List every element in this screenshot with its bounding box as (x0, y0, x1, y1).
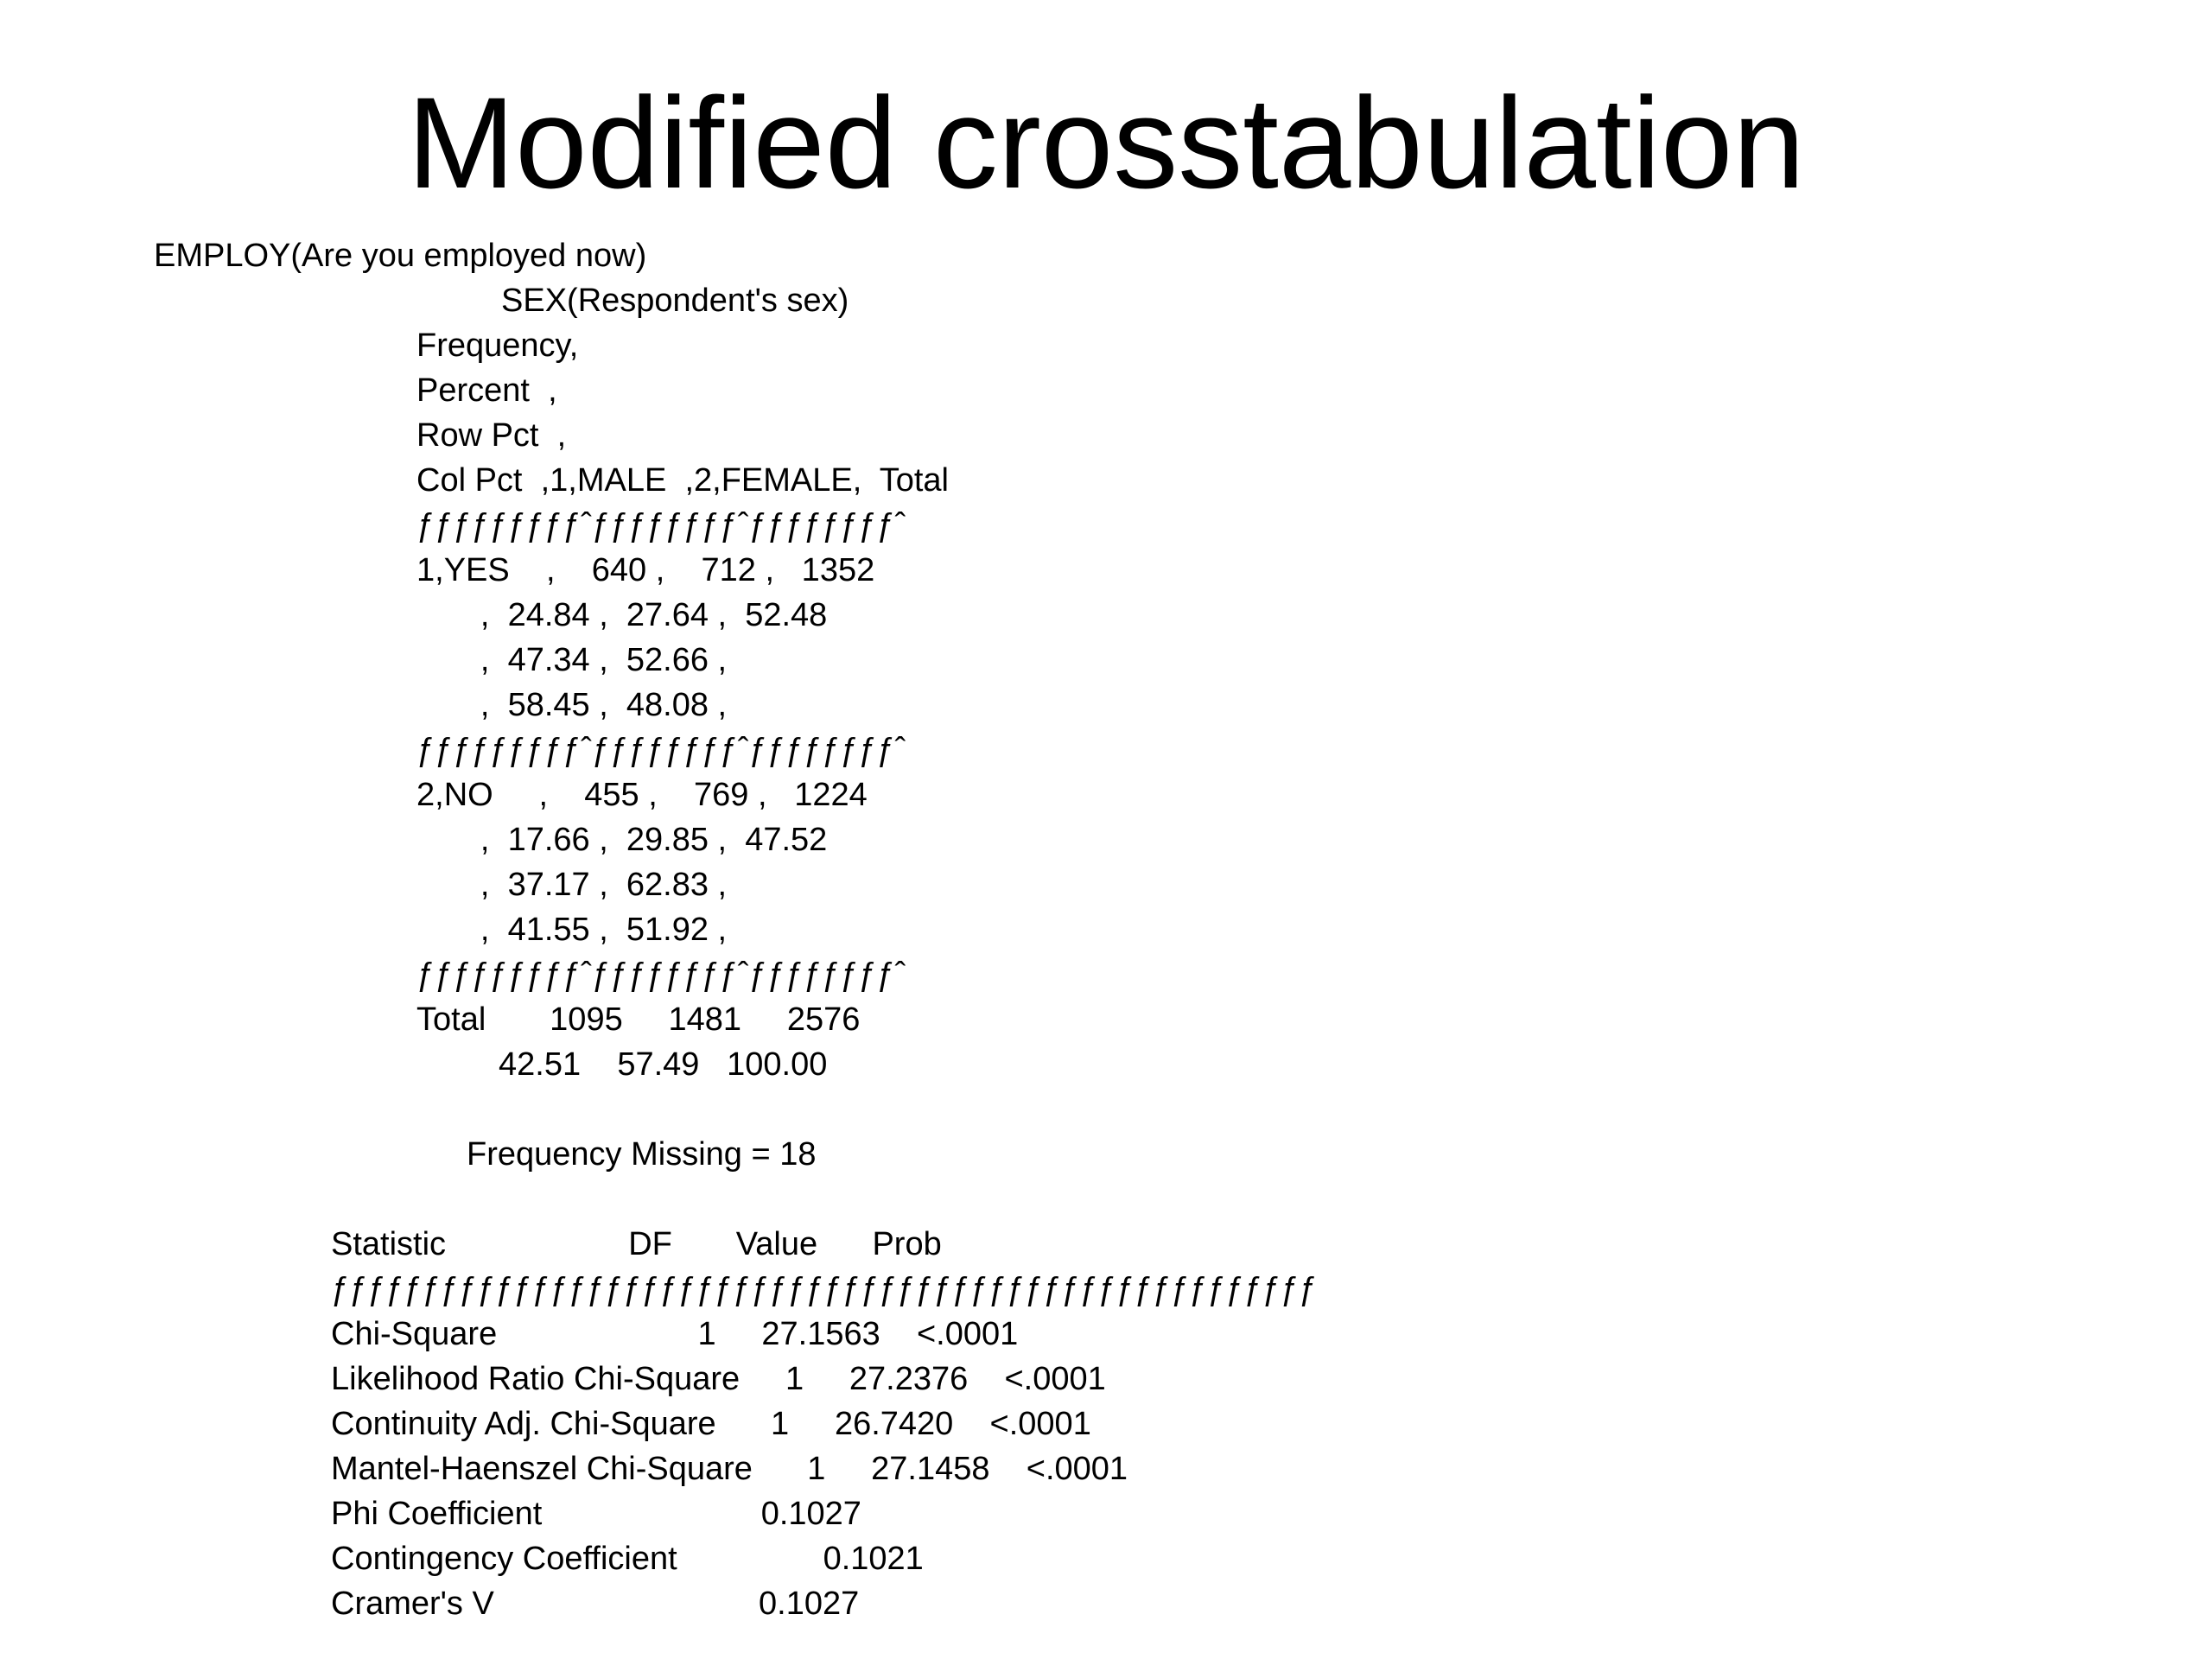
table-row: 1,YES , 640 , 712 , 1352 (416, 552, 875, 588)
table-total-row: 42.51 57.49 100.00 (416, 1046, 828, 1083)
statistics-separator: ƒƒƒƒƒƒƒƒƒƒƒƒƒƒƒƒƒƒƒƒƒƒƒƒƒƒƒƒƒƒƒƒƒƒƒƒƒƒƒƒƒƒƒƒƒƒƒƒƒƒƒƒƒƒ (331, 1271, 1318, 1307)
table-variable-label: EMPLOY(Are you employed now) (154, 238, 647, 274)
frequency-missing: Frequency Missing = 18 (467, 1136, 817, 1173)
table-total-row: Total 1095 1481 2576 (416, 1001, 861, 1038)
statistics-row: Likelihood Ratio Chi-Square 1 27.2376 <.0001 (331, 1361, 1106, 1397)
table-row: , 17.66 , 29.85 , 47.52 (416, 822, 828, 858)
table-row: , 47.34 , 52.66 , (416, 642, 728, 678)
statistics-row: Phi Coefficient 0.1027 (331, 1496, 861, 1532)
table-separator: ƒƒƒƒƒƒƒƒƒˆƒƒƒƒƒƒƒƒˆƒƒƒƒƒƒƒƒˆ (416, 507, 906, 543)
column-variable-label: SEX(Respondent's sex) (501, 283, 849, 319)
table-separator: ƒƒƒƒƒƒƒƒƒˆƒƒƒƒƒƒƒƒˆƒƒƒƒƒƒƒƒˆ (416, 732, 906, 768)
statistics-header: Statistic DF Value Prob (331, 1226, 942, 1262)
statistics-row: Contingency Coefficient 0.1021 (331, 1541, 924, 1577)
table-row: 2,NO , 455 , 769 , 1224 (416, 777, 868, 813)
statistics-row: Mantel-Haenszel Chi-Square 1 27.1458 <.0001 (331, 1451, 1128, 1487)
table-row: , 37.17 , 62.83 , (416, 867, 728, 903)
statistics-row: Cramer's V 0.1027 (331, 1586, 860, 1622)
statistics-row: Continuity Adj. Chi-Square 1 26.7420 <.0001 (331, 1406, 1091, 1442)
legend-frequency: Frequency, (416, 327, 579, 364)
table-row: , 41.55 , 51.92 , (416, 912, 728, 948)
table-separator: ƒƒƒƒƒƒƒƒƒˆƒƒƒƒƒƒƒƒˆƒƒƒƒƒƒƒƒˆ (416, 957, 906, 993)
legend-percent: Percent , (416, 372, 557, 409)
table-row: , 24.84 , 27.64 , 52.48 (416, 597, 828, 633)
slide-title: Modified crosstabulation (407, 70, 1805, 215)
legend-row-pct: Row Pct , (416, 417, 567, 454)
table-header-row: Col Pct ,1,MALE ,2,FEMALE, Total (416, 462, 949, 499)
table-row: , 58.45 , 48.08 , (416, 687, 728, 723)
statistics-row: Chi-Square 1 27.1563 <.0001 (331, 1316, 1019, 1352)
